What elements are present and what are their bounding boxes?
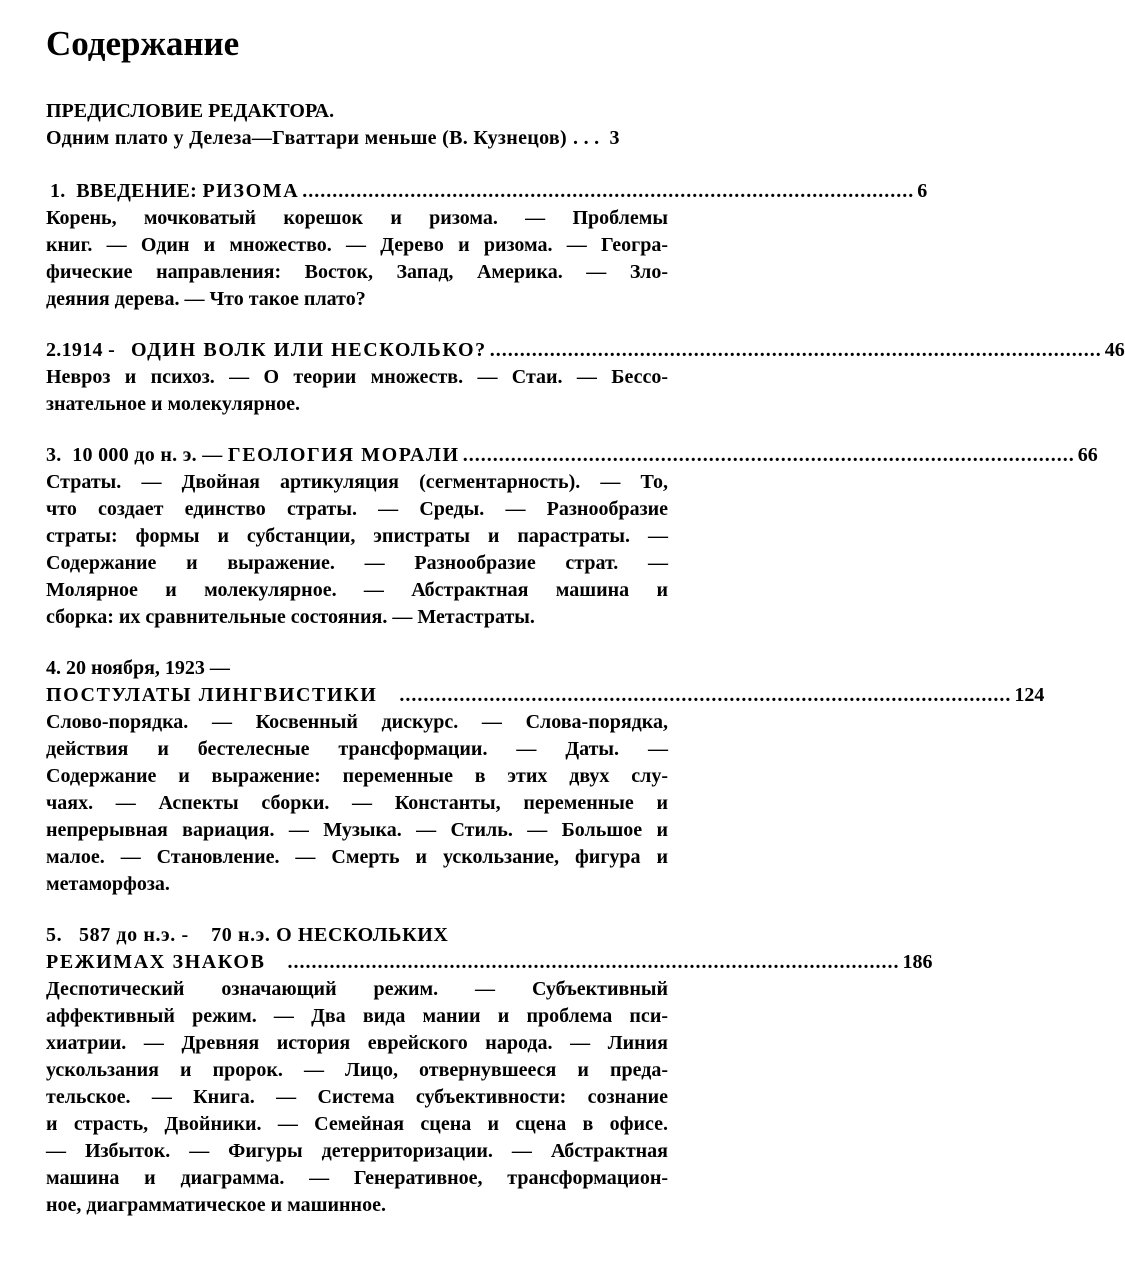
preface-page-number: 3 bbox=[609, 127, 620, 149]
summary-line: Страты. — Двойная артикуляция (сегментарность). — То, bbox=[46, 471, 668, 493]
chapter-page-number: 186 bbox=[902, 951, 933, 973]
chapter-heading[interactable] bbox=[46, 442, 1098, 469]
chapter-number: 1. ВВЕДЕНИЕ: bbox=[50, 180, 203, 202]
preface-leader: . . . bbox=[572, 127, 600, 149]
chapter-page-number: 6 bbox=[917, 180, 928, 202]
summary-line: страты: формы и субстанции, эпистраты и парастраты. — bbox=[46, 525, 668, 547]
summary-line: аффективный режим. — Два вида мании и проблема пси- bbox=[46, 1005, 668, 1027]
summary-line: Корень, мочковатый корешок и ризома. — Проблемы bbox=[46, 207, 668, 229]
preface-heading: ПРЕДИСЛОВИЕ РЕДАКТОРА. bbox=[46, 100, 335, 122]
summary-line: деяния дерева. — Что такое плато? bbox=[46, 288, 366, 310]
summary-line: и страсть, Двойники. — Семейная сцена и сцена в офисе. bbox=[46, 1113, 668, 1135]
summary-line: ускользания и пророк. — Лицо, отвернувшееся и преда- bbox=[46, 1059, 668, 1081]
summary-line: — Избыток. — Фигуры детерриторизации. — Абстрактная bbox=[46, 1140, 668, 1162]
summary-line: фические направления: Восток, Запад, Америка. — Зло- bbox=[46, 261, 668, 283]
chapter-subheading: 5. 587 до н.э. - 70 н.э. О НЕСКОЛЬКИХ bbox=[46, 924, 449, 946]
dot-leader: ...................................................................................................... bbox=[302, 180, 915, 202]
toc-chapter-2 bbox=[46, 337, 1125, 418]
summary-line: Деспотический означающий режим. — Субъективный bbox=[46, 978, 668, 1000]
chapter-heading[interactable] bbox=[46, 682, 1045, 709]
summary-line: непрерывная вариация. — Музыка. — Стиль. — Большое и bbox=[46, 819, 668, 841]
chapter-title: ОДИН ВОЛК ИЛИ НЕСКОЛЬКО? bbox=[130, 339, 487, 361]
summary-line: ное, диаграмматическое и машинное. bbox=[46, 1194, 386, 1216]
summary-line: тельское. — Книга. — Система субъективности: сознание bbox=[46, 1086, 668, 1108]
chapter-title: ПОСТУЛАТЫ ЛИНГВИСТИКИ bbox=[46, 684, 378, 706]
summary-line: Содержание и выражение: переменные в этих двух слу- bbox=[46, 765, 668, 787]
summary-line: Невроз и психоз. — О теории множеств. — Стаи. — Бессо- bbox=[46, 366, 668, 388]
summary-line: хиатрии. — Древняя история еврейского народа. — Линия bbox=[46, 1032, 668, 1054]
chapter-heading[interactable] bbox=[46, 178, 928, 205]
summary-line: метаморфоза. bbox=[46, 873, 170, 895]
preface-entry[interactable] bbox=[46, 125, 668, 152]
chapter-title: РЕЖИМАХ ЗНАКОВ bbox=[46, 951, 266, 973]
dot-leader: ...................................................................................................... bbox=[489, 339, 1102, 361]
chapter-page-number: 124 bbox=[1014, 684, 1045, 706]
dot-leader: ...................................................................................................... bbox=[287, 951, 900, 973]
toc-chapter-5 bbox=[46, 922, 933, 1219]
chapter-summary bbox=[46, 709, 668, 898]
summary-line: Содержание и выражение. — Разнообразие страт. — bbox=[46, 552, 668, 574]
chapter-summary bbox=[46, 364, 668, 418]
chapter-number: 2.1914 - bbox=[46, 339, 131, 361]
summary-line: знательное и молекулярное. bbox=[46, 393, 300, 415]
chapter-title: РИЗОМА bbox=[202, 180, 300, 202]
summary-line: машина и диаграмма. — Генеративное, трансформацион- bbox=[46, 1167, 668, 1189]
summary-line: сборка: их сравнительные состояния. — Метастраты. bbox=[46, 606, 535, 628]
summary-line: действия и бестелесные трансформации. — Даты. — bbox=[46, 738, 668, 760]
chapter-summary bbox=[46, 205, 668, 313]
dot-leader: ...................................................................................................... bbox=[399, 684, 1012, 706]
chapter-summary bbox=[46, 469, 668, 631]
chapter-heading[interactable] bbox=[46, 949, 933, 976]
summary-line: малое. — Становление. — Смерть и ускользание, фигура и bbox=[46, 846, 668, 868]
chapter-heading[interactable] bbox=[46, 337, 1125, 364]
chapter-subheading: 4. 20 ноября, 1923 — bbox=[46, 657, 230, 679]
chapter-number: 3. 10 000 до н. э. — bbox=[46, 444, 228, 466]
dot-leader: ...................................................................................................... bbox=[462, 444, 1075, 466]
toc-chapter-4 bbox=[46, 655, 1045, 898]
summary-line: книг. — Один и множество. — Дерево и ризома. — Геогра- bbox=[46, 234, 668, 256]
summary-line: чаях. — Аспекты сборки. — Константы, переменные и bbox=[46, 792, 668, 814]
toc-chapter-1 bbox=[46, 178, 928, 313]
chapter-page-number: 46 bbox=[1104, 339, 1125, 361]
toc-chapter-3 bbox=[46, 442, 1098, 631]
summary-line: Слово-порядка. — Косвенный дискурс. — Слова-порядка, bbox=[46, 711, 668, 733]
summary-line: Молярное и молекулярное. — Абстрактная машина и bbox=[46, 579, 668, 601]
chapter-title: ГЕОЛОГИЯ МОРАЛИ bbox=[227, 444, 460, 466]
toc-preface bbox=[46, 98, 668, 152]
summary-line: что создает единство страты. — Среды. — Разнообразие bbox=[46, 498, 668, 520]
page-title: Содержание bbox=[46, 24, 240, 63]
preface-line: Одним плато у Делеза—Гваттари меньше (В. Кузнецов) bbox=[46, 127, 567, 149]
chapter-summary bbox=[46, 976, 668, 1219]
chapter-page-number: 66 bbox=[1077, 444, 1098, 466]
